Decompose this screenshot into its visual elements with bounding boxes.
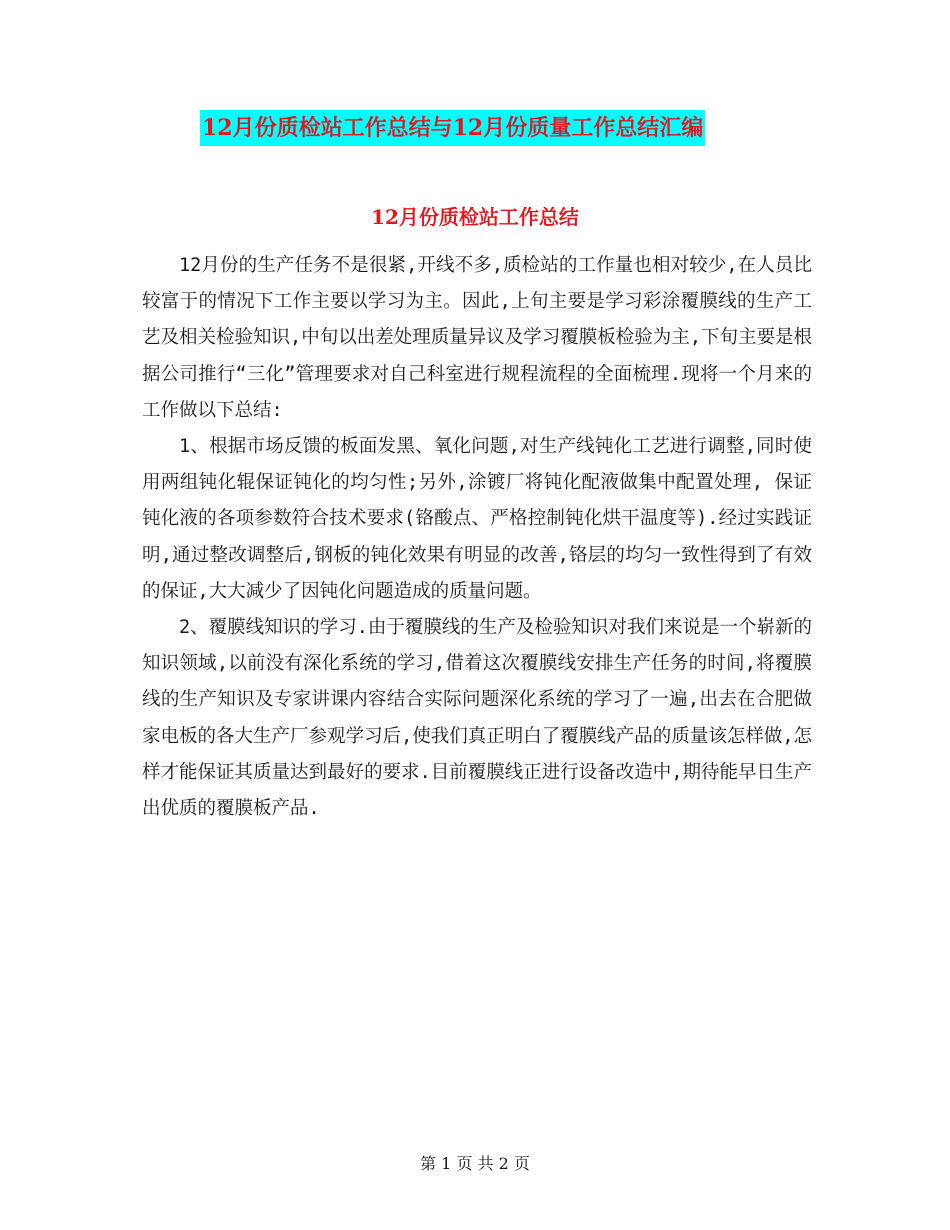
paragraph-item-1: 1、根据市场反馈的板面发黑、氧化问题,对生产线钝化工艺进行调整,同时使用两组钝化辊保证钝化的均匀性;另外,涂镀厂将钝化配液做集中配置处理, 保证钝化液的各项参数符合技术要求(铬酸点、严格控制钝化烘干温度等).经过实践证明,通过整改调整后,钢板的钝化效果有明显的改善,铬层的均匀一致性得到了有效的保证,大大减少了因钝化问题造成的质量问题。 [142,436,812,602]
page-footer: 第 1 页 共 2 页 [420,1154,530,1173]
section-title: 12月份质检站工作总结 [371,205,579,229]
paragraph-item-2: 2、覆膜线知识的学习.由于覆膜线的生产及检验知识对我们来说是一个崭新的知识领域,以前没有深化系统的学习,借着这次覆膜线安排生产任务的时间,将覆膜线的生产知识及专家讲课内容结合实际问题深化系统的学习了一遍,出去在合肥做家电板的各大生产厂参观学习后,使我们真正明白了覆膜线产品的质量该怎样做,怎样才能保证其质量达到最好的要求.目前覆膜线正进行设备改造中,期待能早日生产出优质的覆膜板产品. [142,617,812,820]
paragraph-intro: 12月份的生产任务不是很紧,开线不多,质检站的工作量也相对较少,在人员比较富于的情况下工作主要以学习为主。因此,上旬主要是学习彩涂覆膜线的生产工艺及相关检验知识,中旬以出差处理质量异议及学习覆膜板检验为主,下旬主要是根据公司推行“三化”管理要求对自己科室进行规程流程的全面梳理.现将一个月来的工作做以下总结: [142,255,812,421]
main-title: 12月份质检站工作总结与12月份质量工作总结汇编 [200,110,705,146]
document-body [142,248,812,827]
